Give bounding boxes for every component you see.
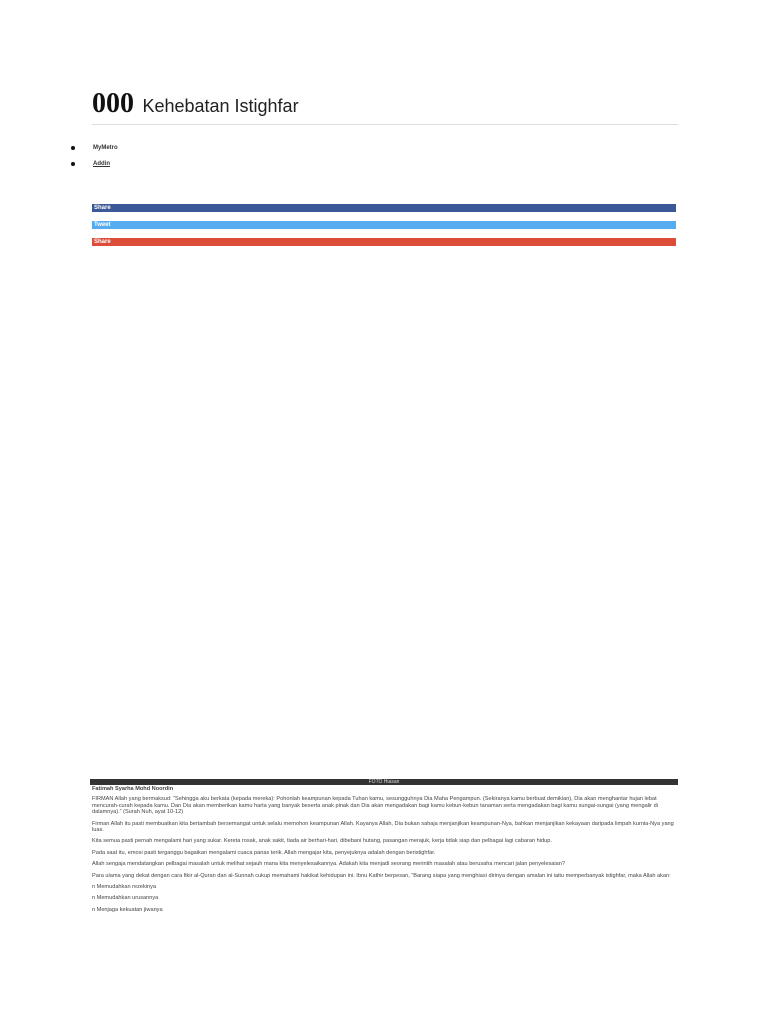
bullet-icon xyxy=(71,146,75,150)
breadcrumb-label-addin[interactable]: Addin xyxy=(93,161,110,167)
list-item: n Memudahkan urusannya xyxy=(92,895,159,902)
article-title xyxy=(92,88,678,125)
breadcrumb-item-addin[interactable] xyxy=(0,160,768,176)
article-paragraph: Para ulama yang dekat dengan cara fikir al-Quran dan al-Sunnah cukup memahami hakikat kehidupan ini. Ibnu Kathir berpesan, “Barang siapa yang menghiasi dirinya dengan amalan ini iaitu memperbanyak istighfar, maka Allah akan: xyxy=(92,872,671,879)
article-body xyxy=(92,786,674,918)
breadcrumb-label-mymetro[interactable]: MyMetro xyxy=(93,145,118,151)
breadcrumb xyxy=(0,144,768,176)
photo-caption: FOTO Hiasan xyxy=(90,779,678,785)
article-paragraph: FIRMAN Allah yang bermaksud: “Sehingga aku berkata (kepada mereka): Pohonlah keampunan kepada Tuhan kamu, sesungguhnya Dia Maha Pengampun. (Sekiranya kamu berbuat demikian), Dia akan menghantar hujan lebat mencurah-curah kepada kamu. Dan Dia akan memberikan kamu harta yang banyak beserta anak pinak dan Dia akan mengadakan bagi kamu kebun-kebun tanaman serta mengadakan bagi kamu sungai-sungai (yang mengalir di dalamnya).” (Surah Nuh, ayat 10-12) xyxy=(92,796,658,816)
twitter-tweet-button[interactable]: Tweet xyxy=(92,221,676,229)
bullet-icon xyxy=(71,162,75,166)
title-text: Kehebatan Istighfar xyxy=(142,96,299,116)
article-paragraph: Allah sengaja mendatangkan pelbagai masalah untuk melihat sejauh mana kita menyelesaikannya. Adakah kita menjadi seorang merintih masalah atau berusaha mencari jalan penyelesaian? xyxy=(92,861,565,868)
facebook-share-button[interactable]: Share xyxy=(92,204,676,212)
title-number: 000 xyxy=(92,88,134,119)
author-name: Fatimah Syarha Mohd Noordin xyxy=(92,786,174,792)
list-item: n Menjaga kekuatan jiwanya xyxy=(92,906,163,913)
google-share-button[interactable]: Share xyxy=(92,238,676,246)
list-item: n Memudahkan rezekinya xyxy=(92,884,157,891)
article-paragraph: Pada saat itu, emosi pasti terganggu bagaikan mengalami cuaca panas terik. Allah mengajar kita, penyejuknya adalah dengan beristighfar. xyxy=(92,849,436,856)
article-paragraph: Firman Allah itu pasti membuatkan kita bertambah bersemangat untuk selalu memohon keampunan Allah. Kayanya Allah, Dia bukan sahaja menjanjikan keampunan-Nya, bahkan menjanjikan kekayaan daripada limpah kurnia-Nya yang luas. xyxy=(92,820,674,834)
article-paragraph: Kita semua pasti pernah mengalami hari yang sukar. Kereta rosak, anak sakit, tiada air berhari-hari, dibebani hutang, pasangan merajuk, kerja tidak siap dan pelbagai lagi cabaran hidup. xyxy=(92,838,552,845)
breadcrumb-item-mymetro[interactable] xyxy=(0,144,768,160)
